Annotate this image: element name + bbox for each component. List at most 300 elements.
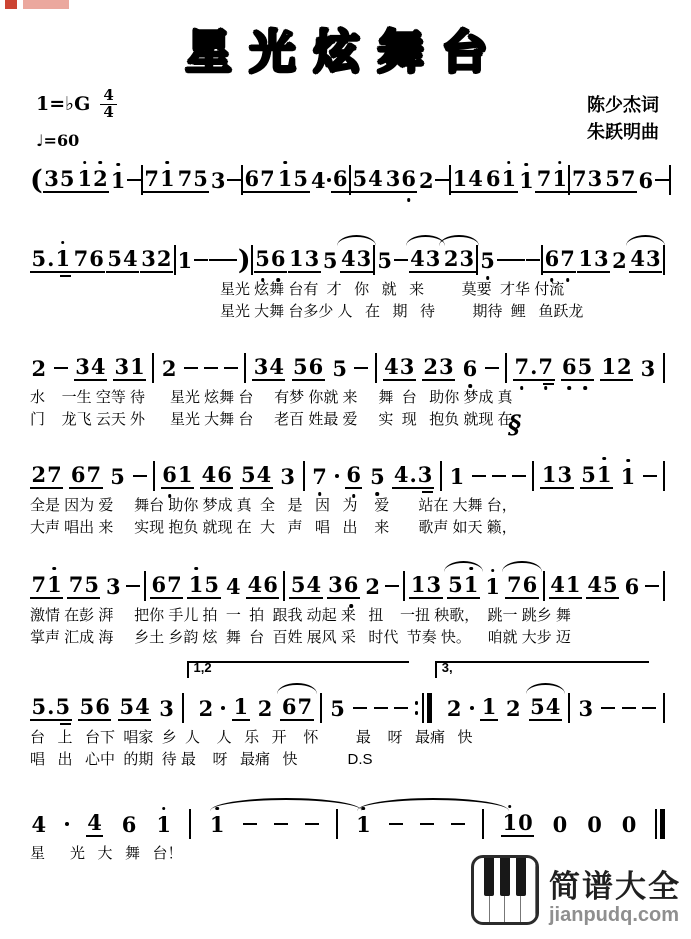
barline (144, 571, 146, 601)
note (118, 693, 151, 721)
high-octave-dot (626, 459, 630, 463)
note-digit: 3 (593, 245, 609, 271)
note (158, 695, 176, 721)
score-line-5 (30, 568, 665, 647)
low-octave-dot (349, 604, 353, 608)
note-digit: 1 (410, 571, 426, 597)
barline (283, 571, 285, 601)
low-octave-dot (550, 278, 554, 282)
note (30, 571, 63, 599)
note-digit: 6 (281, 693, 297, 719)
note-digit: 7 (167, 571, 182, 597)
high-octave-dot (83, 161, 87, 165)
note-digit: 3 (399, 353, 415, 379)
note-digit: 1 (541, 461, 557, 487)
slur-arc (444, 561, 483, 572)
final-barline (655, 809, 665, 839)
note-digit: 3 (114, 353, 130, 379)
duration-dash (645, 585, 659, 588)
note-digit: 1 (156, 814, 172, 835)
note-digit: 4 (123, 245, 138, 271)
lyrics-row: 激情 在彭 湃 把你 手儿 拍 一 拍 跟我 动起 来 扭 一扭 秧歌， 跳一 跳乡 舞 (30, 607, 571, 624)
note-digit: 4 (410, 245, 425, 271)
barline (532, 461, 534, 491)
note (448, 463, 466, 489)
note (254, 245, 287, 273)
barline (505, 353, 507, 383)
note (200, 461, 233, 489)
note (208, 811, 226, 837)
duration-dash (204, 367, 218, 370)
note (279, 463, 297, 489)
duration-dash (184, 367, 198, 370)
tempo-marking: ♩=60 (36, 130, 80, 150)
note (252, 353, 285, 381)
note (321, 247, 339, 273)
note (639, 355, 657, 381)
note (551, 811, 569, 837)
note (155, 811, 173, 837)
barline (153, 461, 155, 491)
note-digit: 5 (193, 165, 208, 191)
note (225, 573, 243, 599)
high-octave-dot (525, 163, 529, 167)
note (543, 245, 576, 273)
note-digit: 5 (204, 571, 220, 597)
note-digit: 4 (135, 693, 150, 719)
note-digit: 4 (90, 353, 106, 379)
note-digit: 3 (280, 463, 295, 489)
high-octave-dot (508, 805, 512, 809)
duration-dash (451, 823, 465, 826)
note (364, 573, 382, 599)
note (637, 167, 655, 193)
augmentation-dot (470, 706, 474, 710)
note (479, 247, 497, 273)
note-digit: 7 (571, 165, 587, 191)
note-digit: 1 (502, 812, 518, 833)
note (209, 167, 227, 193)
barline (663, 461, 665, 491)
note-digit: 3 (557, 461, 573, 487)
note-digit: 2 (616, 353, 632, 379)
note-digit: 5 (241, 461, 256, 487)
note (161, 461, 194, 489)
watermark (471, 855, 681, 925)
note-digit: 1 (188, 574, 204, 595)
note-digit: 7 (620, 165, 636, 191)
note-digit: 3 (210, 167, 226, 193)
note (611, 247, 629, 273)
note (629, 245, 662, 273)
note-digit: . (409, 461, 417, 487)
note-digit: 7 (312, 466, 328, 487)
note-digit: 2 (93, 168, 109, 189)
note (331, 355, 349, 381)
barline (189, 809, 191, 839)
note (109, 167, 127, 193)
segno-mark: § (508, 410, 522, 439)
note-digit: 6 (485, 165, 501, 191)
barline (244, 353, 246, 383)
note (288, 245, 321, 273)
slur-arc (277, 683, 316, 694)
note-digit: 6 (95, 693, 110, 719)
note-digit: 4 (201, 461, 217, 487)
low-octave-dot (276, 278, 280, 282)
duration-dash (472, 475, 486, 478)
duration-dash (305, 823, 319, 826)
note (69, 461, 102, 489)
note (513, 353, 555, 381)
note-digit: 1 (77, 168, 93, 189)
note-digit: 4 (247, 571, 263, 597)
note (570, 165, 603, 193)
note (74, 353, 107, 381)
lyrics-row: 星 光 大 舞 台！ (30, 845, 183, 862)
note (256, 695, 274, 721)
note-digit: 7 (506, 571, 522, 597)
duration-dash (385, 585, 399, 588)
slur-arc (502, 561, 541, 572)
note-digit: 3 (253, 353, 269, 379)
note-digit: 1 (519, 170, 535, 191)
lyrics-row: 大声 唱出 来 实现 抱负 就现 在 大 声 唱 出 来 歌声 如天 籁， (30, 518, 517, 536)
note (289, 571, 322, 599)
low-octave-dot (486, 276, 490, 280)
note-digit: 6 (244, 165, 260, 191)
note (619, 463, 637, 489)
low-octave-dot (261, 278, 265, 282)
note (422, 353, 455, 381)
note-digit: 1 (160, 168, 176, 189)
note-digit: 2 (418, 167, 434, 193)
note (106, 245, 139, 273)
note-digit: 2 (156, 245, 172, 271)
duration-dash (622, 707, 636, 710)
note (176, 165, 209, 193)
high-octave-dot (602, 457, 606, 461)
note (480, 693, 498, 721)
note-digit: 6 (401, 168, 417, 189)
note (461, 355, 479, 381)
note-digit: 5 (107, 245, 123, 271)
note (345, 461, 363, 489)
note-digit: 1 (485, 576, 501, 597)
note-digit: 5 (110, 463, 125, 489)
note-digit: 7 (560, 248, 576, 269)
note (276, 165, 309, 193)
note-digit: 3 (640, 355, 656, 381)
note-digit: 4 (31, 811, 47, 837)
note (160, 355, 178, 381)
duration-dash (420, 823, 434, 826)
barline (320, 693, 322, 723)
note (86, 809, 104, 837)
note-digit: 0 (552, 811, 568, 837)
note-digit: 1 (55, 248, 71, 269)
duration-dash (54, 367, 68, 370)
note-digit: 5 (448, 571, 463, 597)
note-digit: 6 (638, 167, 654, 193)
barline (663, 571, 665, 601)
note-digit: 7 (297, 693, 313, 719)
note-digit: 5 (119, 693, 135, 719)
note (176, 247, 194, 273)
note (187, 571, 220, 599)
duration-dash (655, 179, 669, 182)
high-octave-dot (53, 567, 57, 571)
note (549, 571, 582, 599)
note-digit: 6 (346, 464, 362, 485)
note-digit: 4 (468, 165, 483, 191)
high-octave-dot (116, 163, 120, 167)
note-digit: . (47, 245, 55, 271)
score-line-2 (30, 242, 665, 321)
note-digit: 7 (514, 356, 530, 377)
low-octave-dot (568, 386, 572, 390)
notation-row (30, 568, 665, 604)
duration-dash (492, 475, 506, 478)
parenthesis: ( (30, 164, 43, 196)
sixteenth-sub-beam (60, 275, 71, 277)
note (143, 165, 176, 193)
note-digit: 3 (385, 165, 401, 191)
duration-dash (497, 259, 511, 262)
note-digit: 5 (377, 247, 392, 273)
note (445, 695, 463, 721)
barline (403, 571, 405, 601)
note (30, 461, 63, 489)
note (72, 245, 105, 273)
barline (669, 165, 671, 195)
note-digit: 5 (370, 466, 386, 487)
note-digit: 6 (544, 248, 560, 269)
note-digit: 0 (621, 811, 637, 837)
duration-dash (642, 707, 656, 710)
note (150, 571, 183, 599)
note (76, 165, 109, 193)
note (484, 165, 517, 193)
note-digit: 6 (462, 358, 478, 379)
note-digit: 1 (481, 693, 497, 719)
duration-dash (224, 367, 238, 370)
duration-dash (394, 259, 408, 262)
note (369, 463, 387, 489)
parenthesis: ) (237, 244, 251, 276)
note (409, 571, 442, 599)
note-digit: 2 (161, 355, 177, 381)
note-digit: 6 (162, 464, 178, 485)
notation-row (30, 806, 665, 842)
note-digit: 3 (426, 571, 442, 597)
note (329, 695, 347, 721)
top-left-crop-artifact (5, 0, 81, 9)
slur-arc (526, 683, 565, 694)
note (310, 167, 328, 193)
high-octave-dot (491, 569, 495, 573)
note-digit: 5 (605, 165, 620, 191)
note-digit: 5 (577, 356, 593, 377)
duration-dash (485, 367, 499, 370)
augmentation-dot (335, 474, 339, 478)
note-digit: 4 (306, 571, 322, 597)
note-digit: 5 (480, 250, 496, 271)
note-digit: 5 (530, 693, 545, 719)
duration-dash (435, 179, 449, 182)
note-digit: 4 (550, 571, 565, 597)
low-octave-dot (544, 386, 548, 390)
low-octave-dot (520, 386, 524, 390)
note-digit: 1 (620, 466, 636, 487)
notation-row (30, 350, 665, 386)
notation-row (30, 162, 665, 198)
duration-dash (601, 707, 615, 710)
note-digit: 2 (365, 573, 380, 599)
note-digit: 4 (630, 245, 645, 271)
lyrics-row: 唱 出 心中 的期 待 最 呀 最痛 快 D.S (30, 750, 373, 768)
note (392, 461, 434, 489)
score-line-6 (30, 660, 665, 769)
note-digit: 1 (501, 168, 517, 189)
duration-dash (194, 259, 208, 262)
low-octave-dot (168, 494, 172, 498)
note (351, 165, 384, 193)
note-digit: 4 (393, 461, 409, 487)
note-digit: 7 (47, 461, 62, 487)
note (447, 571, 480, 599)
note-digit: 7 (68, 571, 84, 597)
lyrics-row: 星光 大舞 台多少 人 在 期 待 期待 鲤 鱼跃龙 (220, 302, 584, 320)
note-digit: 3 (44, 165, 59, 191)
credits (587, 92, 659, 146)
note (577, 695, 595, 721)
note (561, 353, 594, 381)
note-digit: 3 (105, 573, 121, 599)
note (140, 245, 173, 273)
note-digit: 5 (581, 461, 596, 487)
duration-dash (127, 179, 141, 182)
lyrics-row: 全是 因为 爱 舞台 助你 梦成 真 全 是 因 为 爱 站在 大舞 台， (30, 497, 517, 514)
score-line-4 (30, 458, 665, 537)
high-octave-dot (162, 807, 166, 811)
note (586, 571, 619, 599)
note-digit: 4 (368, 165, 383, 191)
barline (568, 693, 570, 723)
key-tempo-block (36, 88, 117, 150)
lyrics-row: 台 上 台下 唱家 乡 人 人 乐 开 怀 最 呀 最痛 快 (30, 729, 473, 746)
note-digit: 2 (31, 461, 47, 487)
note (243, 165, 276, 193)
note-digit: 5 (322, 247, 338, 273)
note-digit: 5 (332, 355, 347, 381)
note-digit: 1 (552, 168, 568, 189)
note (109, 463, 127, 489)
note-digit: 2 (443, 245, 459, 271)
note-digit: 3 (75, 353, 90, 379)
note-digit: 1 (449, 463, 465, 489)
note-digit: 4 (87, 809, 102, 835)
note-digit: 6 (270, 248, 286, 269)
note (30, 355, 48, 381)
barline (482, 809, 484, 839)
low-octave-dot (376, 492, 380, 496)
note-digit: 1 (177, 247, 193, 273)
note (292, 353, 325, 381)
note-digit: 4 (545, 693, 561, 719)
note-digit: 5 (255, 248, 271, 269)
note-digit: 3 (141, 245, 156, 271)
barline (440, 461, 442, 491)
duration-dash (353, 707, 367, 710)
note-digit: 5 (59, 165, 75, 191)
sixteenth-sub-beam (60, 723, 71, 725)
note-digit: 1 (356, 814, 372, 835)
duration-dash (643, 475, 657, 478)
note-digit: 2 (198, 695, 214, 721)
note-digit: 1 (233, 693, 249, 719)
note-digit: 3 (459, 245, 475, 271)
note (246, 571, 279, 599)
low-octave-dot (318, 492, 322, 496)
note (540, 461, 573, 489)
barline (663, 245, 665, 275)
note-digit: 7 (73, 245, 89, 271)
note-digit: 6 (151, 571, 167, 597)
note (197, 695, 215, 721)
note-digit: 6 (522, 571, 538, 597)
note-digit: 2 (31, 355, 47, 381)
duration-dash (512, 475, 526, 478)
note-digit: 1 (209, 814, 225, 835)
note-digit: 2 (257, 695, 273, 721)
note-digit: 5 (290, 571, 306, 597)
note (113, 353, 146, 381)
note-digit: 7 (260, 165, 275, 191)
slur-arc (337, 235, 376, 246)
duration-dash (223, 259, 237, 262)
note-digit: 3 (425, 245, 441, 271)
high-octave-dot (283, 161, 287, 165)
lyrics-row: 水 一生 空等 待 星光 炫舞 台 有梦 你就 来 舞 台 助你 梦成 真 (30, 389, 513, 406)
note (586, 811, 604, 837)
note (120, 811, 138, 837)
note-digit: 4 (341, 245, 356, 271)
note-digit: 3 (417, 461, 433, 487)
note-digit: 6 (121, 811, 137, 837)
lyrics-row: 门 龙飞 云天 外 星光 大舞 台 老百 姓最 爱 实 现 抱负 就现 在 (30, 410, 513, 428)
barline (543, 571, 545, 601)
note-digit: 2 (612, 247, 627, 273)
note-digit: 5 (293, 353, 308, 379)
high-octave-dot (166, 161, 170, 165)
note-digit: 4 (226, 573, 241, 599)
note (280, 693, 313, 721)
note-digit: 1 (565, 571, 581, 597)
note-digit: 7 (86, 461, 102, 487)
tie-arc (357, 798, 509, 811)
duration-dash (394, 707, 408, 710)
note-digit: 5 (55, 693, 71, 719)
augmentation-dot (221, 706, 225, 710)
note-digit: 7 (177, 165, 193, 191)
barline (375, 353, 377, 383)
note-digit: 5 (79, 693, 95, 719)
lyrics-row: 掌声 汇成 海 乡土 乡韵 炫 舞 台 百姓 展风 采 时代 节奏 快。 咱就 大步 迈 (30, 628, 571, 646)
note-digit: 3 (159, 695, 174, 721)
low-octave-dot (352, 494, 356, 498)
notation-row: 5 . 5 5 6 5 4 3 1,2 2 1 2 6 7 5 3, 2 1 2 5 4 3 (30, 690, 665, 726)
